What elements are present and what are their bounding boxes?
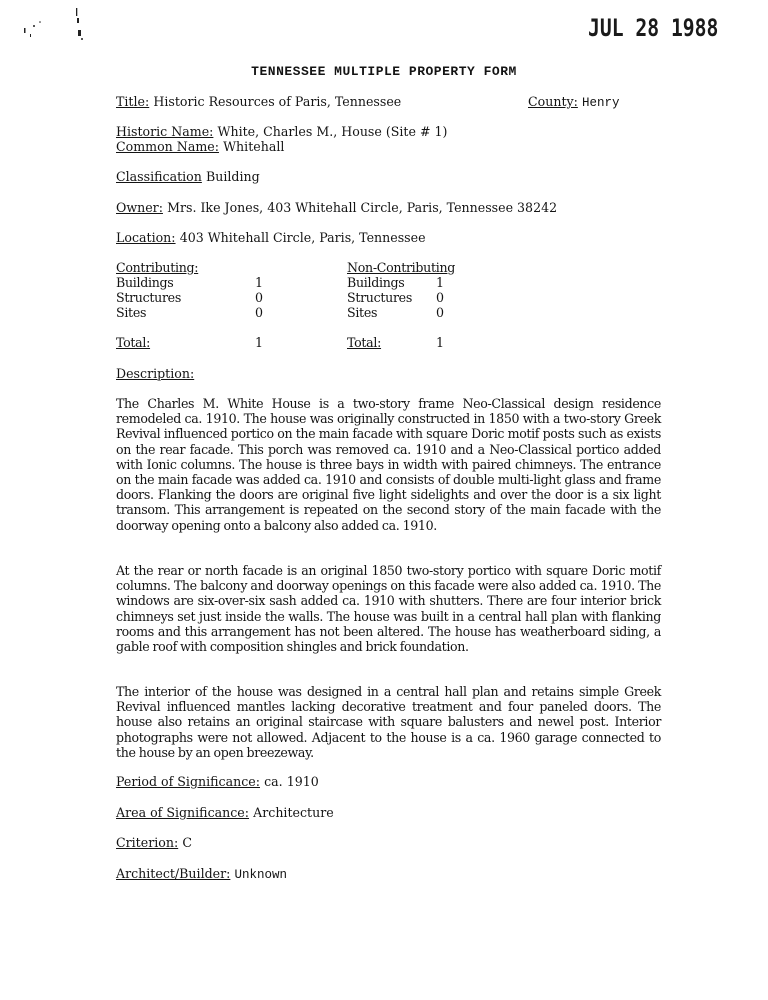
non-contributing-row-label: Buildings xyxy=(347,275,405,290)
period-label: Period of Significance: xyxy=(116,774,260,789)
non-contributing-row-count: 0 xyxy=(436,305,444,320)
non-contributing-row-count: 1 xyxy=(436,275,444,290)
area-of-significance-field xyxy=(116,805,334,821)
area-value: Architecture xyxy=(253,805,334,820)
title-label: Title: xyxy=(116,94,150,109)
non-contributing-row-label: Structures xyxy=(347,290,412,305)
county-field xyxy=(528,94,620,111)
non-contributing-total: 1 xyxy=(436,335,444,350)
contributing-row-label: Structures xyxy=(116,290,181,305)
owner-value: Mrs. Ike Jones, 403 Whitehall Circle, Paris, Tennessee 38242 xyxy=(167,200,558,215)
title-field xyxy=(116,94,401,110)
classification-label: Classification xyxy=(116,169,202,184)
contributing-row-label: Sites xyxy=(116,305,147,320)
classification-value: Building xyxy=(206,169,260,184)
non-contributing-row-label: Sites xyxy=(347,305,378,320)
period-of-significance-field xyxy=(116,774,319,790)
non-contributing-row-count: 0 xyxy=(436,290,444,305)
common-name-value: Whitehall xyxy=(223,139,285,154)
area-label: Area of Significance: xyxy=(116,805,250,820)
description-paragraph: At the rear or north facade is an original 1850 two-story portico with square Doric motif columns. The balcony and doorway openings on this facade were also added ca. 1910. The windows are six-over-six sash added ca. 1910 with shutters. There are four interior brick chimneys set just inside the walls. The house was built in a central hall plan with flanking rooms and this arrangement has not been altered. The house has weatherboard siding, a gable roof with composition shingles and brick foundation. xyxy=(116,563,661,655)
period-value: ca. 1910 xyxy=(264,774,319,789)
non-contributing-total-label: Total: xyxy=(347,335,382,350)
common-name-label: Common Name: xyxy=(116,139,219,154)
county-value: Henry xyxy=(582,96,620,110)
architect-label: Architect/Builder: xyxy=(116,866,231,881)
contributing-row-count: 0 xyxy=(255,305,263,320)
owner-field xyxy=(116,200,557,216)
historic-name-value: White, Charles M., House (Site # 1) xyxy=(217,124,448,139)
county-label: County: xyxy=(528,94,578,109)
description-label: Description: xyxy=(116,366,195,381)
historic-name-field xyxy=(116,124,447,140)
criterion-field xyxy=(116,835,192,851)
architect-builder-field xyxy=(116,866,287,883)
classification-field xyxy=(116,169,260,185)
architect-value: Unknown xyxy=(234,868,288,882)
contributing-row-label: Buildings xyxy=(116,275,174,290)
title-value: Historic Resources of Paris, Tennessee xyxy=(153,94,402,109)
location-label: Location: xyxy=(116,230,176,245)
criterion-label: Criterion: xyxy=(116,835,179,850)
received-date-stamp: JUL 28 1988 xyxy=(588,14,719,42)
contributing-header: Contributing: xyxy=(116,260,199,275)
location-value: 403 Whitehall Circle, Paris, Tennessee xyxy=(179,230,426,245)
contributing-row-count: 0 xyxy=(255,290,263,305)
contributing-total-label: Total: xyxy=(116,335,151,350)
description-paragraph: The interior of the house was designed in a central hall plan and retains simple Greek Revival influenced mantles lacking decorative treatment and four paneled doors. The house also retains an original staircase with square balusters and newel post. Interior photographs were not allowed. Adjacent to the house is a ca. 1960 garage connected to the house by an open breezeway. xyxy=(116,684,661,760)
form-title: TENNESSEE MULTIPLE PROPERTY FORM xyxy=(251,64,517,79)
contributing-row-count: 1 xyxy=(255,275,263,290)
owner-label: Owner: xyxy=(116,200,163,215)
location-field xyxy=(116,230,426,246)
non-contributing-header: Non-Contributing xyxy=(347,260,456,275)
criterion-value: C xyxy=(182,835,192,850)
contributing-total: 1 xyxy=(255,335,263,350)
scan-specks xyxy=(18,8,98,48)
historic-name-label: Historic Name: xyxy=(116,124,214,139)
common-name-field xyxy=(116,139,284,155)
description-paragraph: The Charles M. White House is a two-story frame Neo-Classical design residence remodeled ca. 1910. The house was originally constructed in 1850 with a two-story Greek Revival influenced portico on the main facade with square Doric motif posts such as exists on the rear facade. This porch was removed ca. 1910 and a Neo-Classical portico added with Ionic columns. The house is three bays in width with paired chimneys. The entrance on the main facade was added ca. 1910 and consists of double multi-light glass and frame doors. Flanking the doors are original five light sidelights and over the door is a six light transom. This arrangement is repeated on the second story of the main facade with the doorway opening onto a balcony also added ca. 1910. xyxy=(116,396,661,533)
